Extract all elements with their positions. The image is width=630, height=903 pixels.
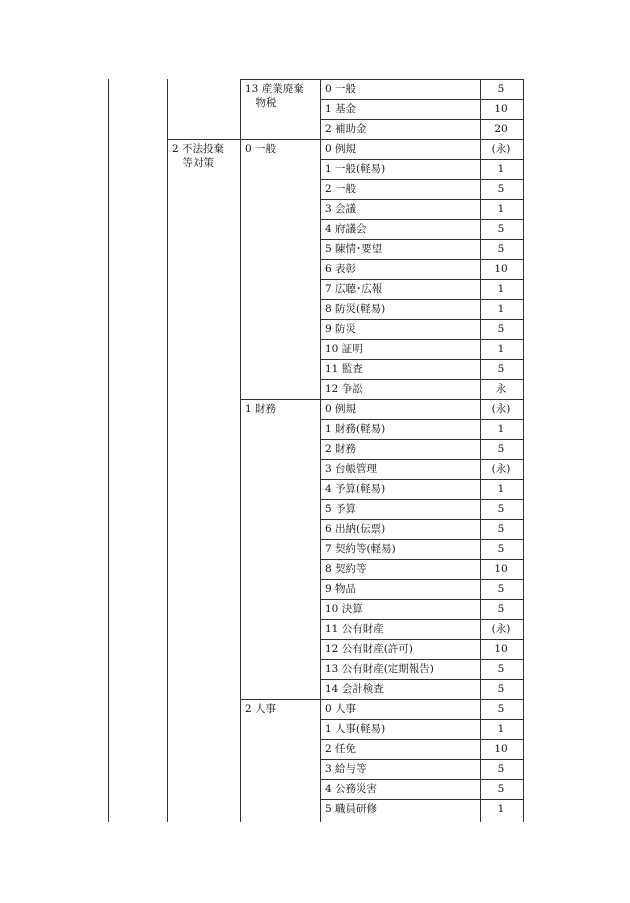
group-label: 2 不法投棄 等対策 xyxy=(172,143,225,169)
row-item-name: 14 会計検査 xyxy=(325,683,384,695)
subgroup-label: 13 産業廃棄 物税 xyxy=(245,83,304,109)
row-retention-period: 5 xyxy=(497,703,505,715)
row-item-name: 1 一般(軽易) xyxy=(325,163,386,175)
row-item-name: 3 給与等 xyxy=(325,763,367,775)
row-retention-period: 5 xyxy=(497,363,505,375)
row-retention-period: 5 xyxy=(497,323,505,335)
row-border xyxy=(320,259,523,260)
row-retention-period: 5 xyxy=(497,503,505,515)
row-border xyxy=(320,339,523,340)
row-border xyxy=(320,579,523,580)
row-retention-period: (永) xyxy=(491,403,511,415)
row-border xyxy=(320,239,523,240)
row-retention-period: 1 xyxy=(497,343,505,355)
column-border xyxy=(167,79,168,822)
row-item-name: 13 公有財産(定期報告) xyxy=(325,663,434,675)
row-item-name: 5 職員研修 xyxy=(325,803,378,815)
row-retention-period: 1 xyxy=(497,203,505,215)
row-item-name: 10 証明 xyxy=(325,343,363,355)
row-border xyxy=(320,199,523,200)
row-item-name: 5 陳情･要望 xyxy=(325,243,383,255)
row-border xyxy=(320,739,523,740)
row-retention-period: 1 xyxy=(497,723,505,735)
row-item-name: 12 争訟 xyxy=(325,383,363,395)
row-border xyxy=(320,299,523,300)
row-item-name: 2 任免 xyxy=(325,743,357,755)
row-item-name: 4 公務災害 xyxy=(325,783,378,795)
row-border xyxy=(320,679,523,680)
row-retention-period: 20 xyxy=(494,123,508,135)
row-retention-period: 5 xyxy=(497,663,505,675)
row-border xyxy=(320,539,523,540)
row-item-name: 3 会議 xyxy=(325,203,357,215)
row-retention-period: 10 xyxy=(494,563,508,575)
row-retention-period: (永) xyxy=(491,463,511,475)
row-retention-period: 1 xyxy=(497,483,505,495)
subgroup-label: 2 人事 xyxy=(245,703,277,715)
row-item-name: 2 財務 xyxy=(325,443,357,455)
row-border xyxy=(320,699,523,700)
row-border xyxy=(320,439,523,440)
row-item-name: 1 人事(軽易) xyxy=(325,723,386,735)
row-item-name: 12 公有財産(許可) xyxy=(325,643,413,655)
row-border xyxy=(320,179,523,180)
row-item-name: 8 防災(軽易) xyxy=(325,303,386,315)
row-item-name: 9 防災 xyxy=(325,323,357,335)
row-border xyxy=(320,619,523,620)
row-retention-period: 5 xyxy=(497,83,505,95)
row-item-name: 6 表彰 xyxy=(325,263,357,275)
row-retention-period: 5 xyxy=(497,683,505,695)
row-retention-period: 1 xyxy=(497,283,505,295)
row-border xyxy=(320,159,523,160)
row-retention-period: (永) xyxy=(491,143,511,155)
row-border xyxy=(320,559,523,560)
row-border xyxy=(320,499,523,500)
row-border xyxy=(320,139,523,140)
row-retention-period: 10 xyxy=(494,743,508,755)
row-border xyxy=(320,279,523,280)
row-retention-period: 5 xyxy=(497,603,505,615)
row-item-name: 4 府議会 xyxy=(325,223,367,235)
row-retention-period: 1 xyxy=(497,803,505,815)
row-item-name: 8 契約等 xyxy=(325,563,367,575)
column-border xyxy=(240,79,241,822)
row-item-name: 0 人事 xyxy=(325,703,357,715)
row-border xyxy=(320,399,523,400)
column-border xyxy=(108,79,109,822)
row-item-name: 3 台帳管理 xyxy=(325,463,378,475)
row-item-name: 0 例規 xyxy=(325,403,357,415)
row-item-name: 9 物品 xyxy=(325,583,357,595)
table-top-border xyxy=(240,79,523,80)
row-item-name: 2 一般 xyxy=(325,183,357,195)
row-retention-period: 1 xyxy=(497,163,505,175)
row-retention-period: 5 xyxy=(497,583,505,595)
row-border xyxy=(320,379,523,380)
row-border xyxy=(320,459,523,460)
row-item-name: 10 決算 xyxy=(325,603,363,615)
row-retention-period: 5 xyxy=(497,443,505,455)
row-retention-period: (永) xyxy=(491,623,511,635)
row-border xyxy=(320,639,523,640)
column-border xyxy=(320,79,321,822)
row-item-name: 1 基金 xyxy=(325,103,357,115)
row-item-name: 11 監査 xyxy=(325,363,363,375)
row-border xyxy=(320,479,523,480)
row-retention-period: 5 xyxy=(497,763,505,775)
row-retention-period: 5 xyxy=(497,523,505,535)
row-item-name: 0 一般 xyxy=(325,83,357,95)
row-border xyxy=(320,759,523,760)
row-retention-period: 5 xyxy=(497,543,505,555)
row-border xyxy=(320,419,523,420)
row-retention-period: 10 xyxy=(494,643,508,655)
row-border xyxy=(320,119,523,120)
row-border xyxy=(320,779,523,780)
row-border xyxy=(320,659,523,660)
row-retention-period: 1 xyxy=(497,303,505,315)
row-item-name: 7 広聴･広報 xyxy=(325,283,383,295)
row-retention-period: 1 xyxy=(497,423,505,435)
row-item-name: 4 予算(軽易) xyxy=(325,483,386,495)
row-retention-period: 10 xyxy=(494,103,508,115)
row-item-name: 5 予算 xyxy=(325,503,357,515)
row-retention-period: 5 xyxy=(497,223,505,235)
subgroup-label: 1 財務 xyxy=(245,403,277,415)
row-item-name: 7 契約等(軽易) xyxy=(325,543,396,555)
row-border xyxy=(320,99,523,100)
row-retention-period: 永 xyxy=(495,383,507,395)
row-border xyxy=(320,359,523,360)
row-retention-period: 10 xyxy=(494,263,508,275)
row-retention-period: 5 xyxy=(497,243,505,255)
row-border xyxy=(320,599,523,600)
row-border xyxy=(320,799,523,800)
row-item-name: 1 財務(軽易) xyxy=(325,423,386,435)
row-border xyxy=(320,319,523,320)
row-item-name: 6 出納(伝票) xyxy=(325,523,386,535)
row-item-name: 2 補助金 xyxy=(325,123,367,135)
row-border xyxy=(320,519,523,520)
row-item-name: 11 公有財産 xyxy=(325,623,384,635)
subgroup-label: 0 一般 xyxy=(245,143,277,155)
row-item-name: 0 例規 xyxy=(325,143,357,155)
row-retention-period: 5 xyxy=(497,783,505,795)
row-border xyxy=(320,219,523,220)
row-retention-period: 5 xyxy=(497,183,505,195)
row-border xyxy=(320,719,523,720)
